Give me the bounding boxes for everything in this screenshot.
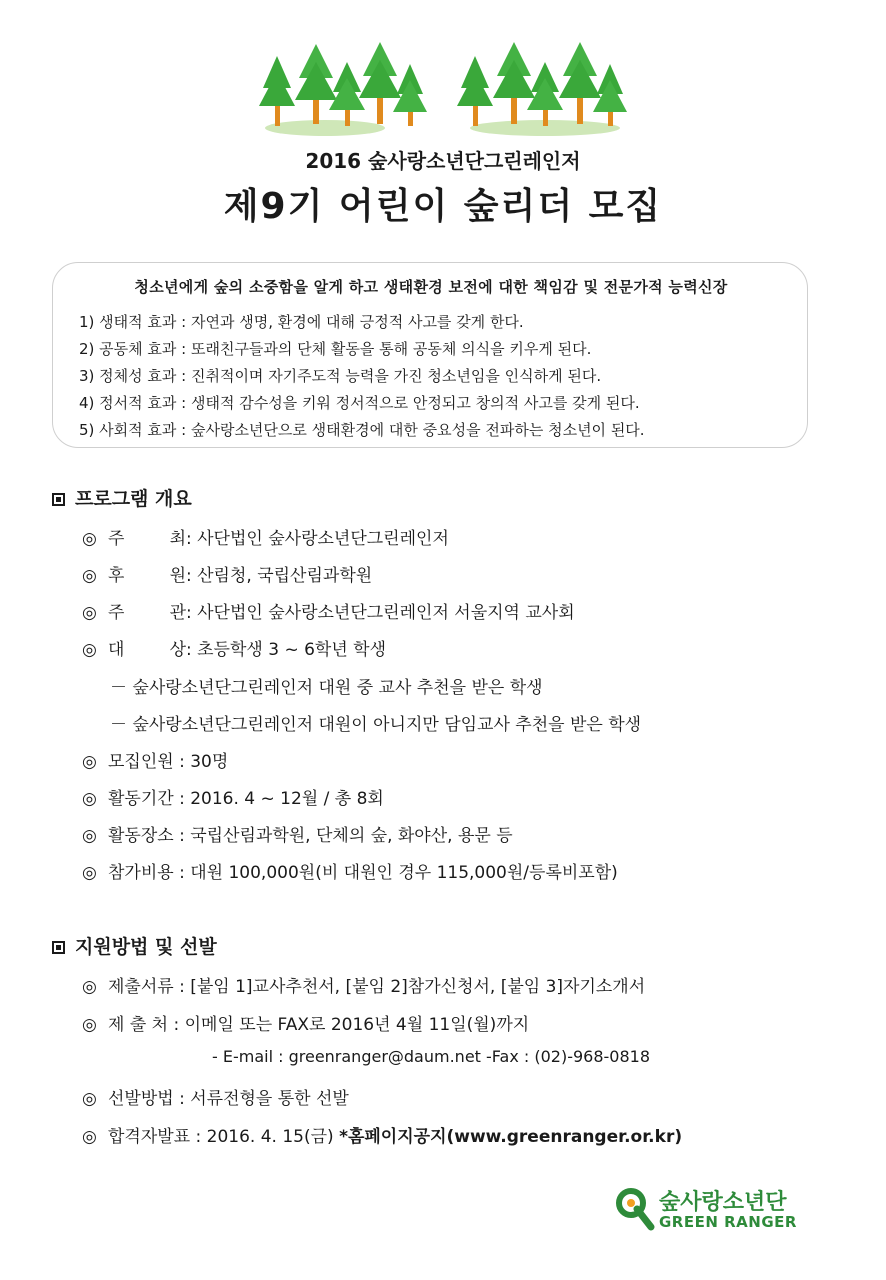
double-circle-icon: ◎ (82, 977, 97, 997)
poster-subtitle: 2016 숲사랑소년단그린레인저 (305, 149, 581, 173)
double-circle-icon: ◎ (82, 789, 97, 809)
logo-english-text: GREEN RANGER (659, 1213, 797, 1231)
target-row: ◎ 대 상 : 초등학생 3 ~ 6학년 학생 (82, 640, 386, 660)
double-circle-icon: ◎ (82, 863, 97, 883)
logo-korean-text: 숲사랑소년단 (659, 1190, 787, 1215)
intro-item: 5) 사회적 효과 : 숲사랑소년단으로 생태환경에 대한 중요성을 전파하는 청소년이 된다. (79, 421, 645, 439)
double-circle-icon: ◎ (82, 752, 97, 772)
intro-item: 2) 공동체 효과 : 또래친구들과의 단체 활동을 통해 공동체 의식을 키우게 된다. (79, 340, 592, 358)
double-circle-icon: ◎ (82, 566, 97, 586)
recruit-row: ◎ 모집인원 : 30명 (82, 752, 229, 772)
intro-item: 1) 생태적 효과 : 자연과 생명, 환경에 대해 긍정적 사고를 갖게 한다. (79, 313, 524, 331)
forest-illustration (255, 38, 635, 138)
double-circle-icon: ◎ (82, 1089, 97, 1109)
intro-box (52, 262, 808, 448)
intro-heading: 청소년에게 숲의 소중함을 알게 하고 생태환경 보전에 대한 책임감 및 전문가적 능력신장 (134, 278, 728, 296)
green-ranger-logo (615, 1185, 825, 1233)
square-bullet-icon (52, 493, 65, 506)
documents-row: ◎ 제출서류 : [붙임 1]교사추천서, [붙임 2]참가신청서, [붙임 3]자기소개서 (82, 977, 646, 997)
announce-row: ◎ 합격자발표 : 2016. 4. 15(금) *홈페이지공지(www.greenranger.or.kr) (82, 1127, 683, 1147)
homepage-notice: *홈페이지공지(www.greenranger.or.kr) (339, 1127, 683, 1147)
double-circle-icon: ◎ (82, 603, 97, 623)
program-section-title: 프로그램 개요 (52, 484, 192, 511)
double-circle-icon: ◎ (82, 640, 97, 660)
double-circle-icon: ◎ (82, 1015, 97, 1035)
square-bullet-icon (52, 941, 65, 954)
apply-section-title: 지원방법 및 선발 (52, 932, 217, 959)
intro-item: 3) 정체성 효과 : 진취적이며 자기주도적 능력을 가진 청소년임을 인식하게 된다. (79, 367, 602, 385)
organizer-row: ◎ 주 관 : 사단법인 숲사랑소년단그린레인저 서울지역 교사회 (82, 603, 575, 623)
place-row: ◎ 활동장소 : 국립산림과학원, 단체의 숲, 화야산, 용문 등 (82, 826, 513, 846)
host-row: ◎ 주 최 : 사단법인 숲사랑소년단그린레인저 (82, 529, 449, 549)
tree-group-left (259, 42, 427, 136)
sponsor-row: ◎ 후 원 : 산림청, 국립산림과학원 (82, 566, 373, 586)
tree-group-right (457, 42, 627, 136)
selection-row: ◎ 선발방법 : 서류전형을 통한 선발 (82, 1089, 349, 1109)
period-row: ◎ 활동기간 : 2016. 4 ~ 12월 / 총 8회 (82, 789, 384, 809)
contact-line: - E-mail : greenranger@daum.net -Fax : (02)-968-0818 (212, 1047, 651, 1066)
double-circle-icon: ◎ (82, 826, 97, 846)
green-ranger-emblem-icon (615, 1185, 655, 1231)
submit-row: ◎ 제 출 처 : 이메일 또는 FAX로 2016년 4월 11일(월)까지 (82, 1015, 530, 1035)
fee-row: ◎ 참가비용 : 대원 100,000원(비 대원인 경우 115,000원/등록비포함) (82, 863, 618, 883)
intro-item: 4) 정서적 효과 : 생태적 감수성을 키워 정서적으로 안정되고 창의적 사고를 갖게 된다. (79, 394, 640, 412)
poster-title: 제9기 어린이 숲리더 모집 (223, 186, 663, 227)
double-circle-icon: ◎ (82, 529, 97, 549)
target-sub-item: － 숲사랑소년단그린레인저 대원이 아니지만 담임교사 추천을 받은 학생 (110, 715, 642, 735)
target-sub-item: － 숲사랑소년단그린레인저 대원 중 교사 추천을 받은 학생 (110, 678, 543, 698)
double-circle-icon: ◎ (82, 1127, 97, 1147)
